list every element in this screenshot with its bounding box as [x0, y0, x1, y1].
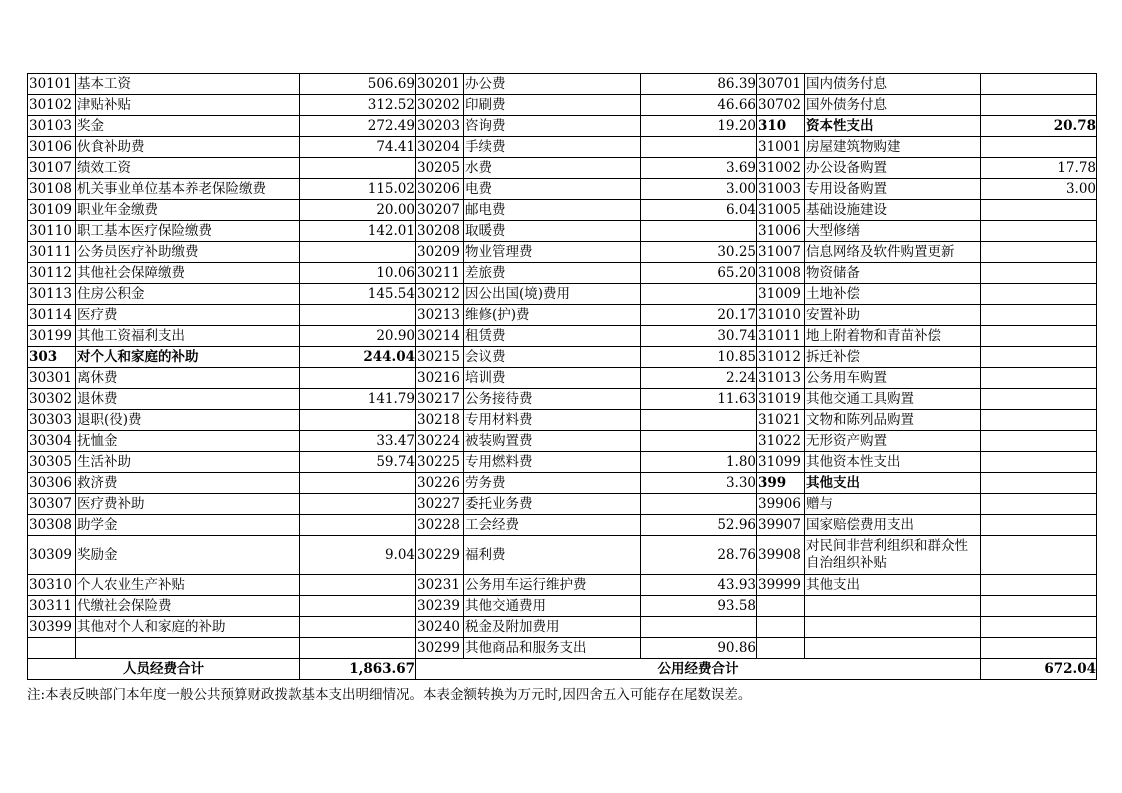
personnel-amount-cell: 20.90: [300, 326, 416, 347]
personnel-total-label: 人员经费合计: [28, 659, 300, 680]
personnel-item-cell: 退职(役)费: [76, 410, 300, 431]
other-code-cell: 31011: [757, 326, 805, 347]
personnel-item-cell: 绩效工资: [76, 158, 300, 179]
personnel-amount-cell: [300, 494, 416, 515]
personnel-code-cell: 30305: [28, 452, 76, 473]
personnel-code-cell: 30306: [28, 473, 76, 494]
other-item-cell: 公务用车购置: [805, 368, 981, 389]
table-row: [28, 95, 1097, 116]
other-amount-cell: [981, 95, 1097, 116]
personnel-amount-cell: [300, 158, 416, 179]
other-code-cell: 31005: [757, 200, 805, 221]
table-row: [28, 410, 1097, 431]
public-code-cell: 30212: [416, 284, 464, 305]
other-amount-cell: [981, 515, 1097, 536]
other-code-cell: 39907: [757, 515, 805, 536]
other-code-cell: 31021: [757, 410, 805, 431]
public-code-cell: 30208: [416, 221, 464, 242]
public-code-cell: 30216: [416, 368, 464, 389]
personnel-amount-cell: [300, 617, 416, 638]
public-code-cell: 30224: [416, 431, 464, 452]
public-amount-cell: 86.39: [641, 74, 757, 95]
public-amount-cell: [641, 137, 757, 158]
personnel-amount-cell: 141.79: [300, 389, 416, 410]
personnel-amount-cell: [300, 473, 416, 494]
personnel-item-cell: 公务员医疗补助缴费: [76, 242, 300, 263]
personnel-item-cell: 其他对个人和家庭的补助: [76, 617, 300, 638]
public-code-cell: 30228: [416, 515, 464, 536]
other-amount-cell: [981, 536, 1097, 575]
personnel-amount-cell: [300, 410, 416, 431]
other-code-cell: [757, 596, 805, 617]
table-row: [28, 137, 1097, 158]
public-item-cell: 培训费: [464, 368, 641, 389]
personnel-code-cell: 30102: [28, 95, 76, 116]
personnel-amount-cell: [300, 368, 416, 389]
other-code-cell: 39908: [757, 536, 805, 575]
personnel-amount-cell: [300, 575, 416, 596]
other-amount-cell: [981, 221, 1097, 242]
public-code-cell: 30226: [416, 473, 464, 494]
table-row: [28, 242, 1097, 263]
public-code-cell: 30299: [416, 638, 464, 659]
personnel-amount-cell: 20.00: [300, 200, 416, 221]
personnel-amount-cell: 244.04: [300, 347, 416, 368]
personnel-item-cell: 住房公积金: [76, 284, 300, 305]
public-amount-cell: 1.80: [641, 452, 757, 473]
table-row: [28, 221, 1097, 242]
table-row: [28, 158, 1097, 179]
other-code-cell: 31013: [757, 368, 805, 389]
public-total-label: 公用经费合计: [416, 659, 981, 680]
other-item-cell: 其他资本性支出: [805, 452, 981, 473]
other-item-cell: 信息网络及软件购置更新: [805, 242, 981, 263]
table-row: [28, 389, 1097, 410]
other-code-cell: 31012: [757, 347, 805, 368]
personnel-item-cell: 机关事业单位基本养老保险缴费: [76, 179, 300, 200]
table-row: [28, 74, 1097, 95]
other-item-cell: 国内债务付息: [805, 74, 981, 95]
personnel-item-cell: 津贴补贴: [76, 95, 300, 116]
personnel-code-cell: 30103: [28, 116, 76, 137]
public-amount-cell: 2.24: [641, 368, 757, 389]
public-code-cell: 30231: [416, 575, 464, 596]
personnel-amount-cell: 142.01: [300, 221, 416, 242]
other-code-cell: 31099: [757, 452, 805, 473]
personnel-item-cell: 退休费: [76, 389, 300, 410]
personnel-code-cell: 30101: [28, 74, 76, 95]
other-code-cell: 31001: [757, 137, 805, 158]
personnel-amount-cell: 272.49: [300, 116, 416, 137]
public-item-cell: 维修(护)费: [464, 305, 641, 326]
personnel-item-cell: 职业年金缴费: [76, 200, 300, 221]
public-amount-cell: 3.30: [641, 473, 757, 494]
public-code-cell: 30206: [416, 179, 464, 200]
personnel-code-cell: 30304: [28, 431, 76, 452]
table-row: [28, 596, 1097, 617]
personnel-code-cell: 30114: [28, 305, 76, 326]
table-row: [28, 536, 1097, 575]
other-code-cell: 31007: [757, 242, 805, 263]
personnel-item-cell: 生活补助: [76, 452, 300, 473]
public-item-cell: 其他商品和服务支出: [464, 638, 641, 659]
other-code-cell: [757, 638, 805, 659]
table-row: [28, 431, 1097, 452]
personnel-code-cell: 30310: [28, 575, 76, 596]
table-row: [28, 515, 1097, 536]
personnel-item-cell: 伙食补助费: [76, 137, 300, 158]
other-code-cell: 31009: [757, 284, 805, 305]
public-amount-cell: 65.20: [641, 263, 757, 284]
other-code-cell: 310: [757, 116, 805, 137]
public-code-cell: 30209: [416, 242, 464, 263]
other-item-cell: 赠与: [805, 494, 981, 515]
public-item-cell: 物业管理费: [464, 242, 641, 263]
other-amount-cell: [981, 200, 1097, 221]
public-item-cell: 水费: [464, 158, 641, 179]
other-amount-cell: [981, 242, 1097, 263]
public-amount-cell: 3.69: [641, 158, 757, 179]
other-amount-cell: [981, 263, 1097, 284]
public-amount-cell: 46.66: [641, 95, 757, 116]
table-row: [28, 305, 1097, 326]
public-item-cell: 其他交通费用: [464, 596, 641, 617]
other-amount-cell: [981, 410, 1097, 431]
other-item-cell: [805, 638, 981, 659]
other-code-cell: 31008: [757, 263, 805, 284]
table-row: [28, 179, 1097, 200]
other-item-cell: 其他交通工具购置: [805, 389, 981, 410]
public-item-cell: 专用燃料费: [464, 452, 641, 473]
other-item-cell: 房屋建筑物购建: [805, 137, 981, 158]
public-item-cell: 差旅费: [464, 263, 641, 284]
personnel-amount-cell: 33.47: [300, 431, 416, 452]
budget-detail-table-container: [27, 73, 1096, 680]
public-amount-cell: [641, 617, 757, 638]
personnel-amount-cell: 59.74: [300, 452, 416, 473]
personnel-amount-cell: [300, 596, 416, 617]
other-code-cell: 31003: [757, 179, 805, 200]
other-item-cell: 土地补偿: [805, 284, 981, 305]
personnel-amount-cell: 312.52: [300, 95, 416, 116]
table-row: [28, 326, 1097, 347]
other-amount-cell: 3.00: [981, 179, 1097, 200]
public-amount-cell: 30.74: [641, 326, 757, 347]
personnel-code-cell: 30303: [28, 410, 76, 431]
other-item-cell: 文物和陈列品购置: [805, 410, 981, 431]
public-item-cell: 会议费: [464, 347, 641, 368]
other-code-cell: 30702: [757, 95, 805, 116]
public-amount-cell: 6.04: [641, 200, 757, 221]
public-amount-cell: [641, 410, 757, 431]
personnel-item-cell: 抚恤金: [76, 431, 300, 452]
totals-row: [28, 659, 1097, 680]
table-body: [28, 74, 1097, 659]
table-row: [28, 638, 1097, 659]
public-code-cell: 30211: [416, 263, 464, 284]
personnel-code-cell: 30110: [28, 221, 76, 242]
personnel-item-cell: 医疗费补助: [76, 494, 300, 515]
personnel-code-cell: 30111: [28, 242, 76, 263]
personnel-item-cell: 奖金: [76, 116, 300, 137]
personnel-code-cell: [28, 638, 76, 659]
table-row: [28, 116, 1097, 137]
public-amount-cell: 90.86: [641, 638, 757, 659]
personnel-amount-cell: 145.54: [300, 284, 416, 305]
personnel-code-cell: 30199: [28, 326, 76, 347]
personnel-item-cell: 基本工资: [76, 74, 300, 95]
personnel-amount-cell: 9.04: [300, 536, 416, 575]
personnel-amount-cell: 74.41: [300, 137, 416, 158]
public-code-cell: 30201: [416, 74, 464, 95]
personnel-code-cell: 30399: [28, 617, 76, 638]
other-amount-cell: [981, 431, 1097, 452]
personnel-code-cell: 30302: [28, 389, 76, 410]
personnel-code-cell: 30309: [28, 536, 76, 575]
public-item-cell: 租赁费: [464, 326, 641, 347]
personnel-item-cell: 助学金: [76, 515, 300, 536]
public-item-cell: 公务用车运行维护费: [464, 575, 641, 596]
public-amount-cell: 30.25: [641, 242, 757, 263]
public-amount-cell: 10.85: [641, 347, 757, 368]
public-item-cell: 委托业务费: [464, 494, 641, 515]
personnel-code-cell: 30106: [28, 137, 76, 158]
personnel-code-cell: 30108: [28, 179, 76, 200]
public-amount-cell: 93.58: [641, 596, 757, 617]
personnel-item-cell: 医疗费: [76, 305, 300, 326]
other-amount-cell: [981, 452, 1097, 473]
public-item-cell: 电费: [464, 179, 641, 200]
other-amount-cell: [981, 473, 1097, 494]
personnel-amount-cell: [300, 638, 416, 659]
public-code-cell: 30214: [416, 326, 464, 347]
other-code-cell: [757, 617, 805, 638]
table-row: [28, 617, 1097, 638]
other-amount-cell: [981, 368, 1097, 389]
table-row: [28, 452, 1097, 473]
other-item-cell: 物资储备: [805, 263, 981, 284]
public-code-cell: 30225: [416, 452, 464, 473]
other-item-cell: 国外债务付息: [805, 95, 981, 116]
public-amount-cell: 52.96: [641, 515, 757, 536]
basic-expenditure-detail-table: [27, 73, 1097, 680]
public-code-cell: 30217: [416, 389, 464, 410]
personnel-item-cell: 职工基本医疗保险缴费: [76, 221, 300, 242]
personnel-code-cell: 30113: [28, 284, 76, 305]
table-row: [28, 263, 1097, 284]
personnel-code-cell: 30307: [28, 494, 76, 515]
public-amount-cell: 3.00: [641, 179, 757, 200]
other-amount-cell: [981, 596, 1097, 617]
personnel-item-cell: 其他社会保障缴费: [76, 263, 300, 284]
personnel-amount-cell: [300, 242, 416, 263]
public-amount-cell: 28.76: [641, 536, 757, 575]
other-item-cell: 办公设备购置: [805, 158, 981, 179]
public-code-cell: 30202: [416, 95, 464, 116]
other-amount-cell: [981, 347, 1097, 368]
public-item-cell: 税金及附加费用: [464, 617, 641, 638]
public-amount-cell: 11.63: [641, 389, 757, 410]
other-amount-cell: 17.78: [981, 158, 1097, 179]
public-item-cell: 被装购置费: [464, 431, 641, 452]
public-code-cell: 30205: [416, 158, 464, 179]
other-item-cell: 地上附着物和青苗补偿: [805, 326, 981, 347]
personnel-item-cell: 奖励金: [76, 536, 300, 575]
public-code-cell: 30240: [416, 617, 464, 638]
personnel-item-cell: 个人农业生产补贴: [76, 575, 300, 596]
public-code-cell: 30218: [416, 410, 464, 431]
public-code-cell: 30215: [416, 347, 464, 368]
table-row: [28, 368, 1097, 389]
other-item-cell: 国家赔偿费用支出: [805, 515, 981, 536]
public-total-value: 672.04: [981, 659, 1097, 680]
other-item-cell: 大型修缮: [805, 221, 981, 242]
other-code-cell: 399: [757, 473, 805, 494]
public-code-cell: 30203: [416, 116, 464, 137]
other-item-cell: 其他支出: [805, 575, 981, 596]
other-amount-cell: [981, 74, 1097, 95]
public-amount-cell: 20.17: [641, 305, 757, 326]
public-item-cell: 手续费: [464, 137, 641, 158]
other-item-cell: 安置补助: [805, 305, 981, 326]
personnel-amount-cell: 115.02: [300, 179, 416, 200]
table-row: [28, 494, 1097, 515]
personnel-item-cell: [76, 638, 300, 659]
other-amount-cell: [981, 389, 1097, 410]
other-code-cell: 39906: [757, 494, 805, 515]
other-amount-cell: [981, 638, 1097, 659]
other-amount-cell: [981, 305, 1097, 326]
table-row: [28, 347, 1097, 368]
public-amount-cell: [641, 494, 757, 515]
public-amount-cell: [641, 431, 757, 452]
public-item-cell: 取暖费: [464, 221, 641, 242]
personnel-code-cell: 30311: [28, 596, 76, 617]
public-code-cell: 30213: [416, 305, 464, 326]
personnel-amount-cell: 10.06: [300, 263, 416, 284]
other-item-cell: 基础设施建设: [805, 200, 981, 221]
personnel-item-cell: 离休费: [76, 368, 300, 389]
public-item-cell: 工会经费: [464, 515, 641, 536]
public-item-cell: 因公出国(境)费用: [464, 284, 641, 305]
table-footnote: 注:本表反映部门本年度一般公共预算财政拨款基本支出明细情况。本表金额转换为万元时,因四舍五入可能存在尾数误差。: [27, 687, 752, 703]
other-item-cell: 无形资产购置: [805, 431, 981, 452]
other-code-cell: 39999: [757, 575, 805, 596]
table-row: [28, 284, 1097, 305]
public-code-cell: 30229: [416, 536, 464, 575]
other-amount-cell: [981, 326, 1097, 347]
public-code-cell: 30204: [416, 137, 464, 158]
other-item-cell: [805, 596, 981, 617]
other-amount-cell: [981, 575, 1097, 596]
table-row: [28, 200, 1097, 221]
personnel-item-cell: 救济费: [76, 473, 300, 494]
other-item-cell: 资本性支出: [805, 116, 981, 137]
personnel-item-cell: 对个人和家庭的补助: [76, 347, 300, 368]
public-code-cell: 30227: [416, 494, 464, 515]
public-item-cell: 公务接待费: [464, 389, 641, 410]
other-amount-cell: 20.78: [981, 116, 1097, 137]
other-amount-cell: [981, 494, 1097, 515]
public-amount-cell: [641, 221, 757, 242]
other-item-cell: 对民间非营利组织和群众性自治组织补贴: [805, 536, 981, 575]
public-item-cell: 咨询费: [464, 116, 641, 137]
personnel-item-cell: 代缴社会保险费: [76, 596, 300, 617]
public-item-cell: 劳务费: [464, 473, 641, 494]
public-code-cell: 30239: [416, 596, 464, 617]
other-code-cell: 31019: [757, 389, 805, 410]
other-amount-cell: [981, 137, 1097, 158]
personnel-code-cell: 30112: [28, 263, 76, 284]
personnel-total-value: 1,863.67: [300, 659, 416, 680]
personnel-code-cell: 30308: [28, 515, 76, 536]
other-amount-cell: [981, 284, 1097, 305]
personnel-amount-cell: 506.69: [300, 74, 416, 95]
public-item-cell: 印刷费: [464, 95, 641, 116]
personnel-item-cell: 其他工资福利支出: [76, 326, 300, 347]
other-code-cell: 31010: [757, 305, 805, 326]
public-code-cell: 30207: [416, 200, 464, 221]
table-row: [28, 575, 1097, 596]
other-code-cell: 31002: [757, 158, 805, 179]
other-code-cell: 31006: [757, 221, 805, 242]
personnel-amount-cell: [300, 305, 416, 326]
other-code-cell: 30701: [757, 74, 805, 95]
other-item-cell: 专用设备购置: [805, 179, 981, 200]
public-item-cell: 专用材料费: [464, 410, 641, 431]
other-amount-cell: [981, 617, 1097, 638]
other-item-cell: [805, 617, 981, 638]
public-item-cell: 办公费: [464, 74, 641, 95]
other-item-cell: 其他支出: [805, 473, 981, 494]
personnel-code-cell: 303: [28, 347, 76, 368]
public-item-cell: 邮电费: [464, 200, 641, 221]
personnel-code-cell: 30107: [28, 158, 76, 179]
public-amount-cell: 19.20: [641, 116, 757, 137]
public-amount-cell: 43.93: [641, 575, 757, 596]
other-item-cell: 拆迁补偿: [805, 347, 981, 368]
public-item-cell: 福利费: [464, 536, 641, 575]
public-amount-cell: [641, 284, 757, 305]
table-row: [28, 473, 1097, 494]
personnel-code-cell: 30301: [28, 368, 76, 389]
other-code-cell: 31022: [757, 431, 805, 452]
personnel-amount-cell: [300, 515, 416, 536]
personnel-code-cell: 30109: [28, 200, 76, 221]
